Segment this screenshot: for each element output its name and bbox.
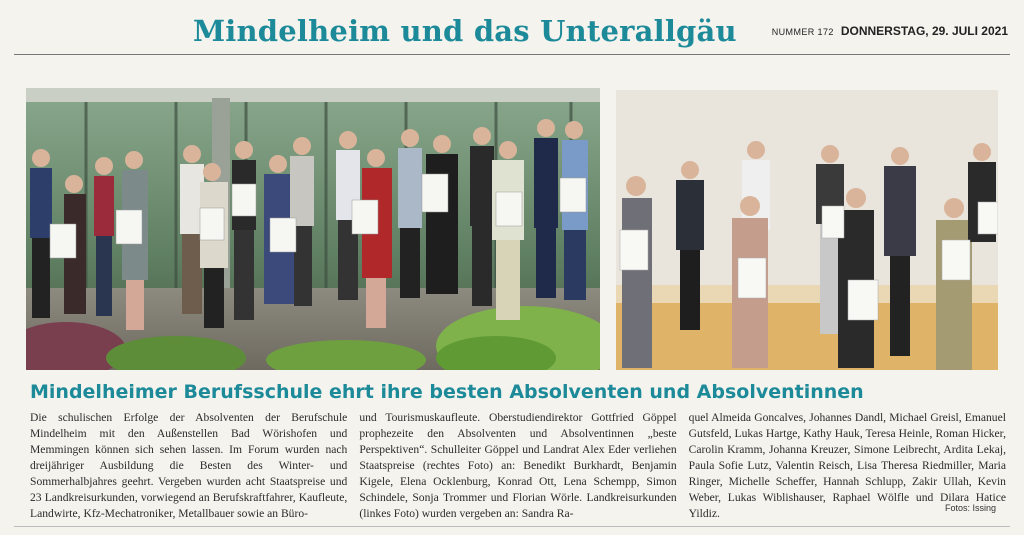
article-body [30, 410, 1006, 522]
issue-date: DONNERSTAG, 29. JULI 2021 [840, 24, 1008, 38]
footer-rule [14, 526, 1010, 527]
article-column-2: und Tourismuskaufleute. Oberstudiendirektor Gottfried Göppel prophezeite den Absolventen und Absolventinnen „beste Perspektiven“. Schulleiter Göppel und Landrat Alex Eder verliehen Staatspreise (rechtes Foto) an: Benedikt Burkhardt, Benjamin Kigele, Elena Ocklenburg, Konrad Ott, Lena Schempp, Simon Schindele, Sonja Trommer und Florian Wörle. Landkreisurkunden (linkes Foto) wurden vergeben an: Sandra Ra- [359, 411, 677, 520]
photo-right [616, 90, 998, 370]
article-column-1: Die schulischen Erfolge der Absolventen der Berufschule Mindelheim mit den Außenstellen Bad Wörishofen und Memmingen können sich sehen lassen. Im Forum wurden nach dreijähriger Ausbildung die Besten des Winter- und Sommerhalbjahres geehrt. Vergeben wurden acht Staatspreise und 23 Landkreisurkunden, vorwiegend an Berufskraftfahrer, Kaufleute, Landwirte, Kfz-Mechatroniker, Metallbauer sowie an Büro- [30, 411, 348, 520]
article-headline: Mindelheimer Berufsschule ehrt ihre besten Absolventen und Absolventinnen [30, 381, 864, 403]
issue-number: NUMMER 172 [771, 27, 834, 37]
issue-info [772, 24, 1008, 38]
section-title: Mindelheim und das Unterallgäu [193, 14, 737, 48]
group-photo-outdoor [26, 88, 600, 370]
photo-left [26, 88, 600, 370]
photo-credit: Fotos: Issing [944, 503, 996, 513]
header-rule [14, 54, 1010, 55]
article-column-3: quel Almeida Goncalves, Johannes Dandl, Michael Greisl, Emanuel Gutsfeld, Lukas Hartge, Kathy Hauk, Teresa Heinle, Roman Hicker, Carolin Kramm, Johanna Kreuzer, Simone Leibrecht, Ardita Lekaj, Paula Sofie Lutz, Valentin Reisch, Lisa Theresa Riedmiller, Maria Ringer, Michelle Scheffer, Hannah Schlupp, Zakir Ullah, Kevin Weber, Lukas Wiblishauser, Raphael Wölfle und Dilara Hatice Yildiz. [688, 411, 1006, 520]
group-photo-indoor [616, 90, 998, 370]
